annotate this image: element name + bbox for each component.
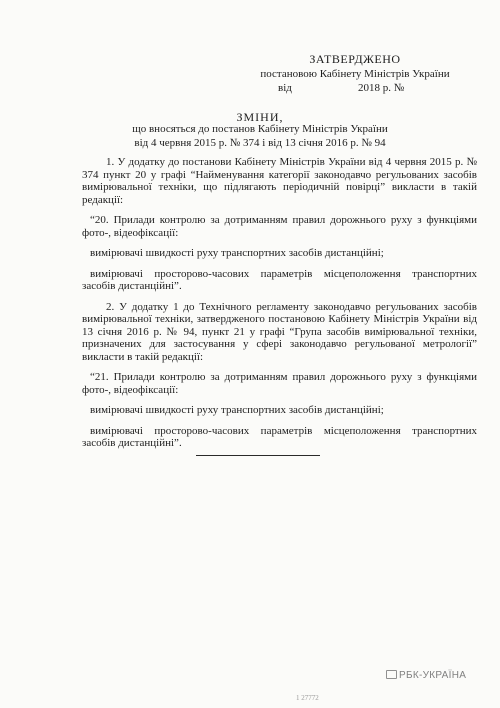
- paragraph-amendment-1: 1. У додатку до постанови Кабінету Міністрів України від 4 червня 2015 р. № 374 пункт 20 у графі “Найменування категорії законодавчо регульованих засобів вимірювальної техніки, що підлягають періодичній повірці” викласти в такій редакції:: [82, 156, 477, 206]
- paragraph-amendment-2: 2. У додатку 1 до Технічного регламенту законодавчо регульованих засобів вимірювальної техніки, затвердженого постановою Кабінету Міністрів України від 13 січня 2016 р. № 94, пункт 21 у графі “Група засобів вимірювальної техніки, призначених для застосування у сфері законодавчо регульованої метрології” викласти в такій редакції:: [82, 300, 477, 363]
- paragraph-item-20: “20. Прилади контролю за дотриманням правил дорожнього руху з функціями фото-, відеофіксації:: [82, 214, 477, 239]
- watermark-logo-icon: [386, 670, 397, 679]
- document-body: [82, 156, 477, 458]
- closing-rule: [196, 455, 320, 456]
- paragraph-spatiotemporal-meters: вимірювачі просторово-часових параметрів місцеположення транспортних засобів дистанційні”.: [82, 424, 477, 449]
- approval-date: [240, 81, 470, 95]
- subtitle-line-1: що вносяться до постанов Кабінету Міністрів України: [132, 123, 388, 135]
- paragraph-speed-meters: вимірювачі швидкості руху транспортних засобів дистанційні;: [90, 404, 384, 416]
- paragraph-speed-meters: вимірювачі швидкості руху транспортних засобів дистанційні;: [90, 247, 384, 259]
- watermark: [386, 670, 466, 681]
- subtitle-line-2: від 4 червня 2015 р. № 374 і від 13 січня 2016 р. № 94: [134, 137, 386, 149]
- approval-date-prefix: від: [278, 82, 292, 94]
- approval-authority: постановою Кабінету Міністрів України: [260, 68, 450, 80]
- document-title: ЗМІНИ,: [236, 110, 284, 124]
- paragraph-spatiotemporal-meters: вимірювачі просторово-часових параметрів місцеположення транспортних засобів дистанційні”.: [82, 267, 477, 292]
- document-subtitle: [60, 122, 460, 150]
- approval-stamp: [240, 52, 470, 95]
- paragraph-item-21: “21. Прилади контролю за дотриманням правил дорожнього руху з функціями фото-, відеофіксації:: [82, 371, 477, 396]
- footer-mark: 1 27772: [296, 694, 319, 702]
- approval-date-suffix: 2018 р. №: [358, 82, 405, 94]
- approval-title: ЗАТВЕРДЖЕНО: [309, 52, 401, 66]
- watermark-text: РБК-УКРАЇНА: [399, 670, 467, 681]
